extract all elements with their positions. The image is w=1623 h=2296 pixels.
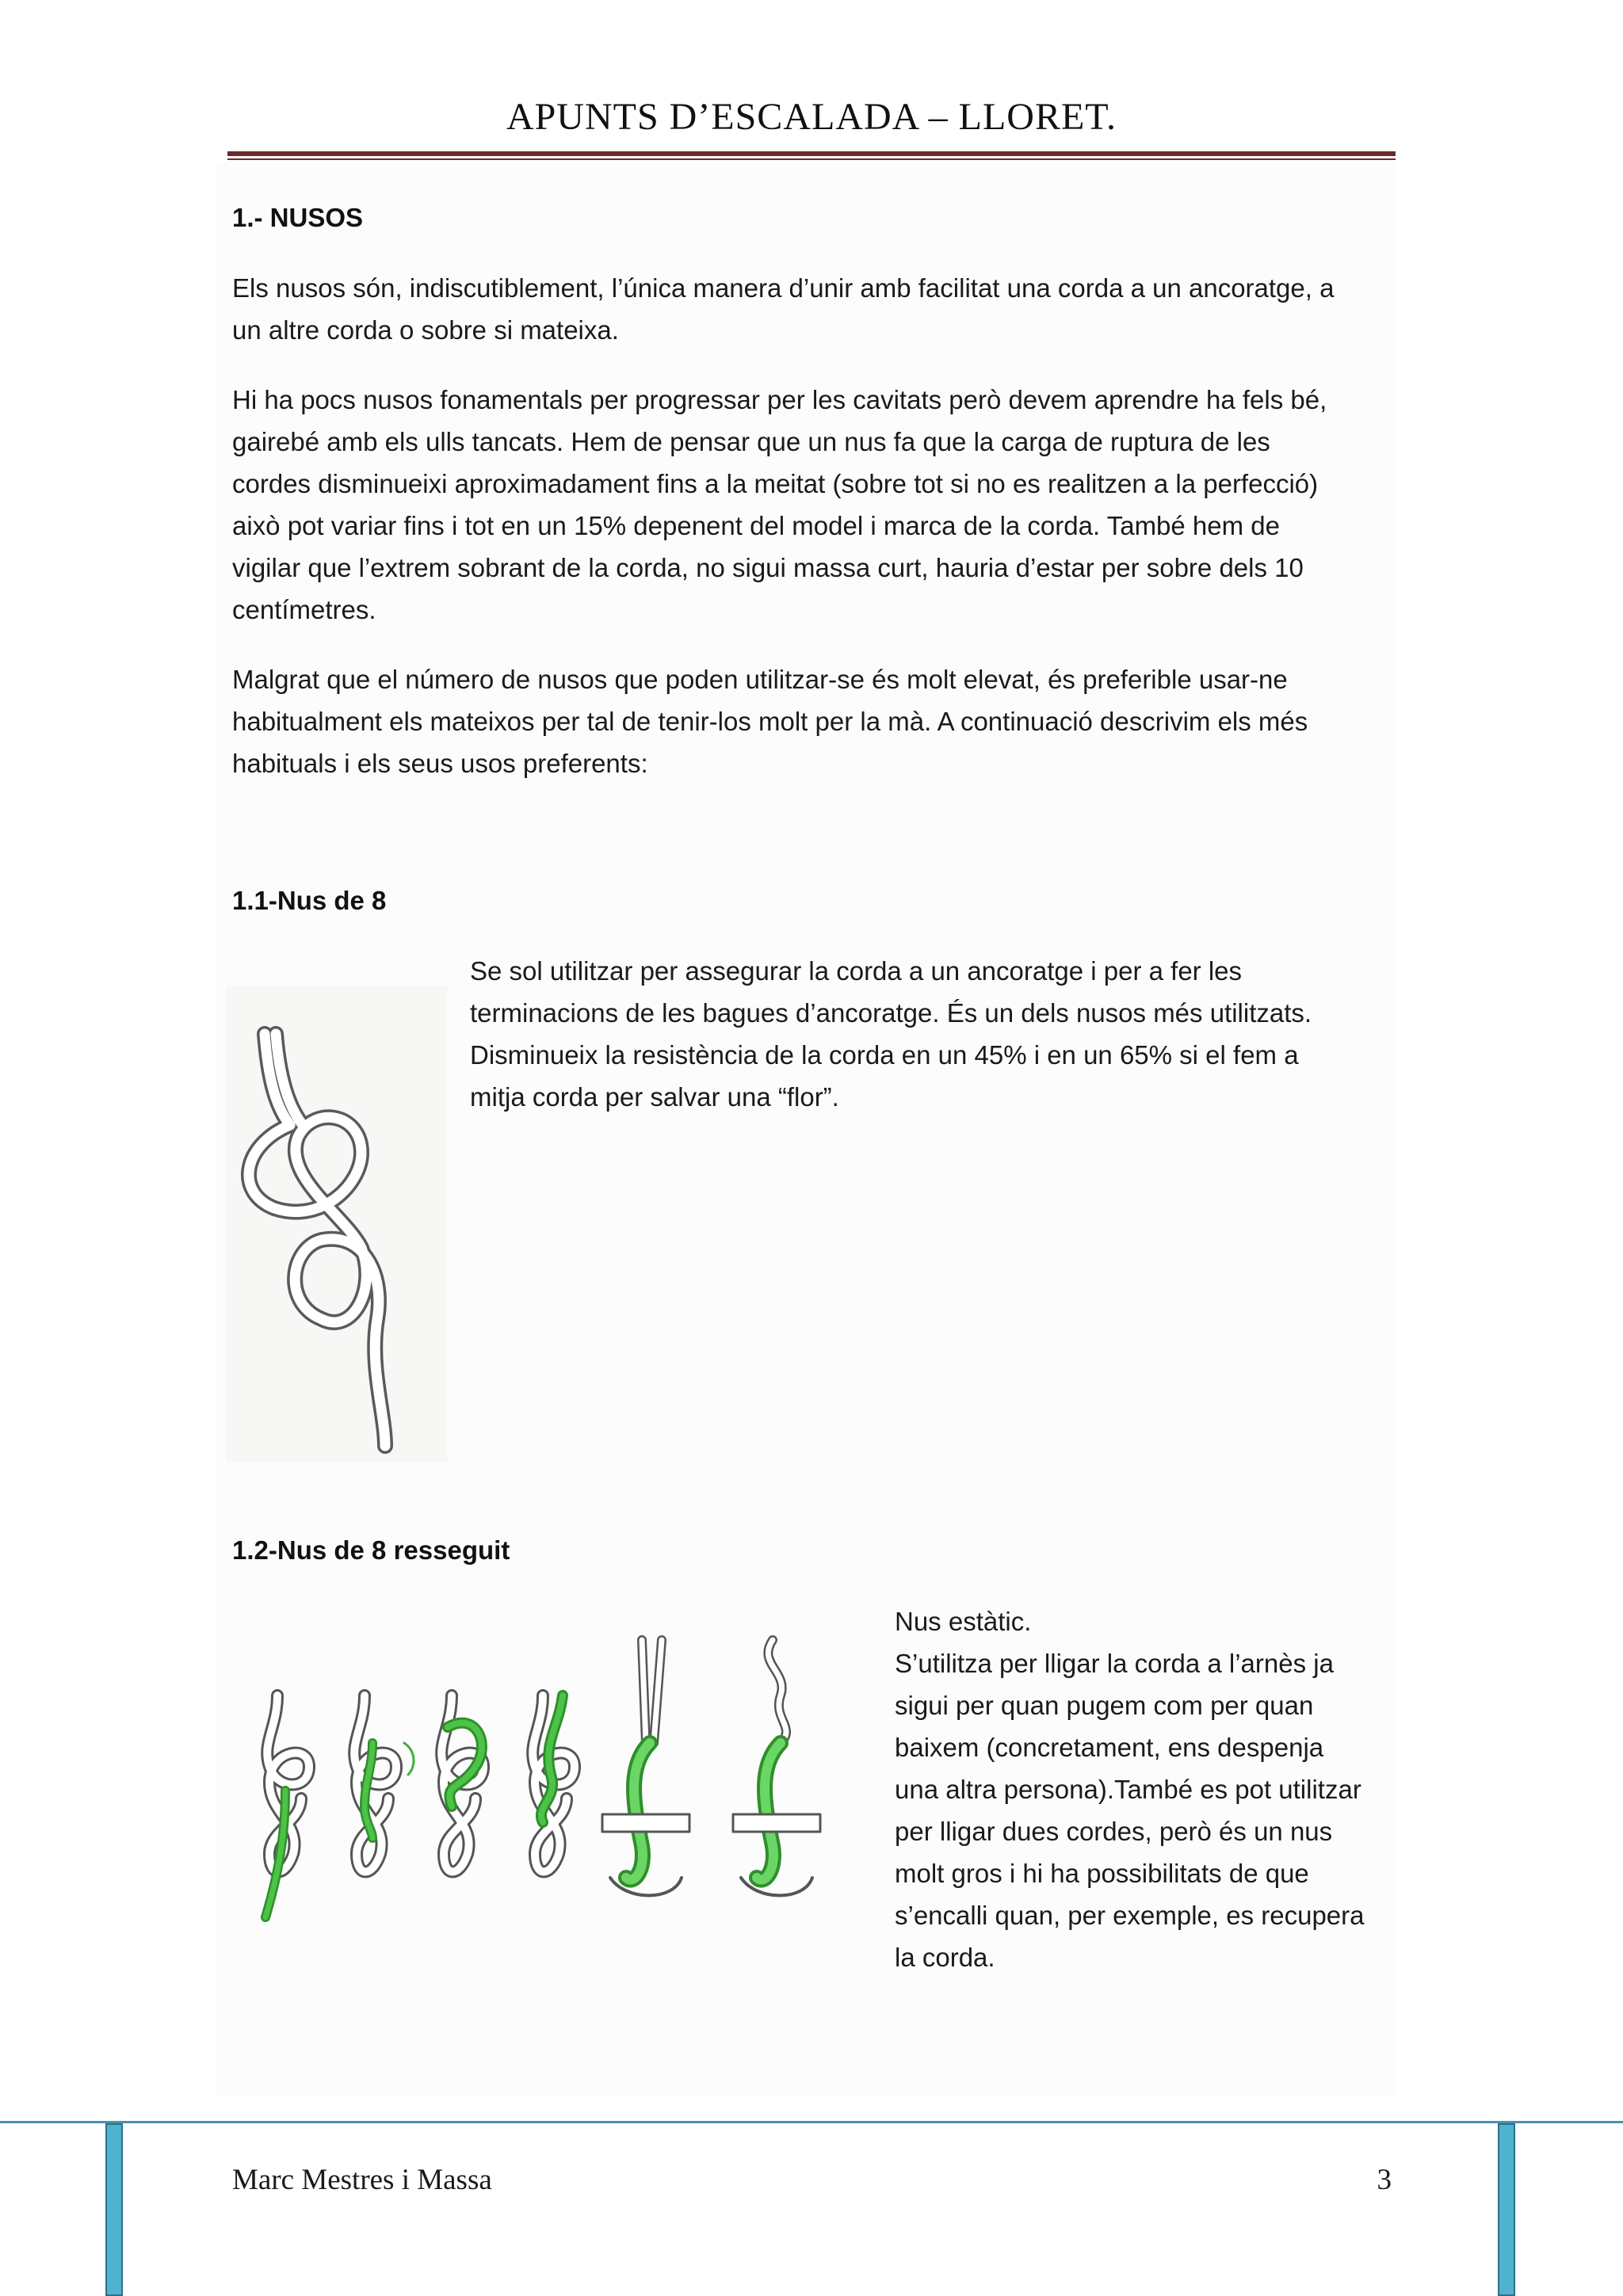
text-line: una altra persona).També es pot utilitzar	[895, 1775, 1361, 1804]
text-line: Hi ha pocs nusos fonamentals per progressar per les cavitats però devem aprendre ha fels bé,	[232, 385, 1327, 414]
footer-left-bar	[105, 2123, 123, 2296]
paragraph-2	[232, 379, 1327, 631]
text-line: Nus estàtic.	[895, 1607, 1032, 1636]
text-line: baixem (concretament, ens despenja	[895, 1733, 1324, 1762]
header-rule-thin	[227, 158, 1396, 160]
footer-right-bar	[1498, 2123, 1515, 2296]
text-line: terminacions de les bagues d’ancoratge. És un dels nusos més utilitzats.	[470, 998, 1312, 1028]
text-line: Els nusos són, indiscutiblement, l’única manera d’unir amb facilitat una corda a un ancoratge, a	[232, 273, 1335, 303]
text-line: centímetres.	[232, 595, 376, 624]
text-line: gairebé amb els ulls tancats. Hem de pensar que un nus fa que la carga de ruptura de les	[232, 427, 1270, 456]
figure-eight-follow-through-sequence-illustration	[238, 1624, 856, 1957]
paragraph-1	[232, 267, 1334, 351]
section-heading-nus-de-8-resseguit: 1.2-Nus de 8 resseguit	[232, 1535, 510, 1565]
text-line: Malgrat que el número de nusos que poden utilitzar-se és molt elevat, és preferible usar-ne	[232, 665, 1288, 694]
footer-author: Marc Mestres i Massa	[232, 2164, 492, 2196]
text-line: mitja corda per salvar una “flor”.	[470, 1082, 839, 1112]
text-line: s’encalli quan, per exemple, es recupera	[895, 1901, 1365, 1930]
paragraph-3	[232, 658, 1308, 784]
text-line: vigilar que l’extrem sobrant de la corda, no sigui massa curt, hauria d’estar per sobre dels 10	[232, 553, 1304, 582]
page-number: 3	[1377, 2164, 1392, 2196]
text-line: S’utilitza per lligar la corda a l’arnès ja	[895, 1649, 1334, 1678]
text-line: habituals i els seus usos preferents:	[232, 749, 648, 778]
page-header-title: APUNTS D’ESCALADA – LLORET.	[506, 96, 1117, 138]
text-line: sigui per quan pugem com per quan	[895, 1691, 1314, 1720]
text-line: un altre corda o sobre si mateixa.	[232, 315, 619, 345]
footer-rule	[0, 2121, 1623, 2123]
text-line: molt gros i hi ha possibilitats de que	[895, 1859, 1309, 1888]
text-line: per lligar dues cordes, però és un nus	[895, 1817, 1333, 1846]
text-line: Se sol utilitzar per assegurar la corda a un ancoratge i per a fer les	[470, 956, 1243, 986]
text-line: habitualment els mateixos per tal de tenir-los molt per la mà. A continuació descrivim els més	[232, 707, 1308, 736]
figure-eight-knot-illustration	[227, 986, 447, 1462]
text-line: cordes disminueixi aproximadament fins a la meitat (sobre tot si no es realitzen a la perfecció)	[232, 469, 1319, 498]
text-line: la corda.	[895, 1943, 995, 1972]
text-line: això pot variar fins i tot en un 15% depenent del model i marca de la corda. També hem de	[232, 511, 1280, 540]
section-heading-nusos: 1.- NUSOS	[232, 203, 364, 232]
nus-de-8-resseguit-description	[895, 1600, 1365, 1978]
text-line: Disminueix la resistència de la corda en un 45% i en un 65% si el fem a	[470, 1040, 1299, 1070]
header-rule	[227, 151, 1396, 156]
section-heading-nus-de-8: 1.1-Nus de 8	[232, 886, 387, 915]
nus-de-8-description	[470, 950, 1312, 1118]
